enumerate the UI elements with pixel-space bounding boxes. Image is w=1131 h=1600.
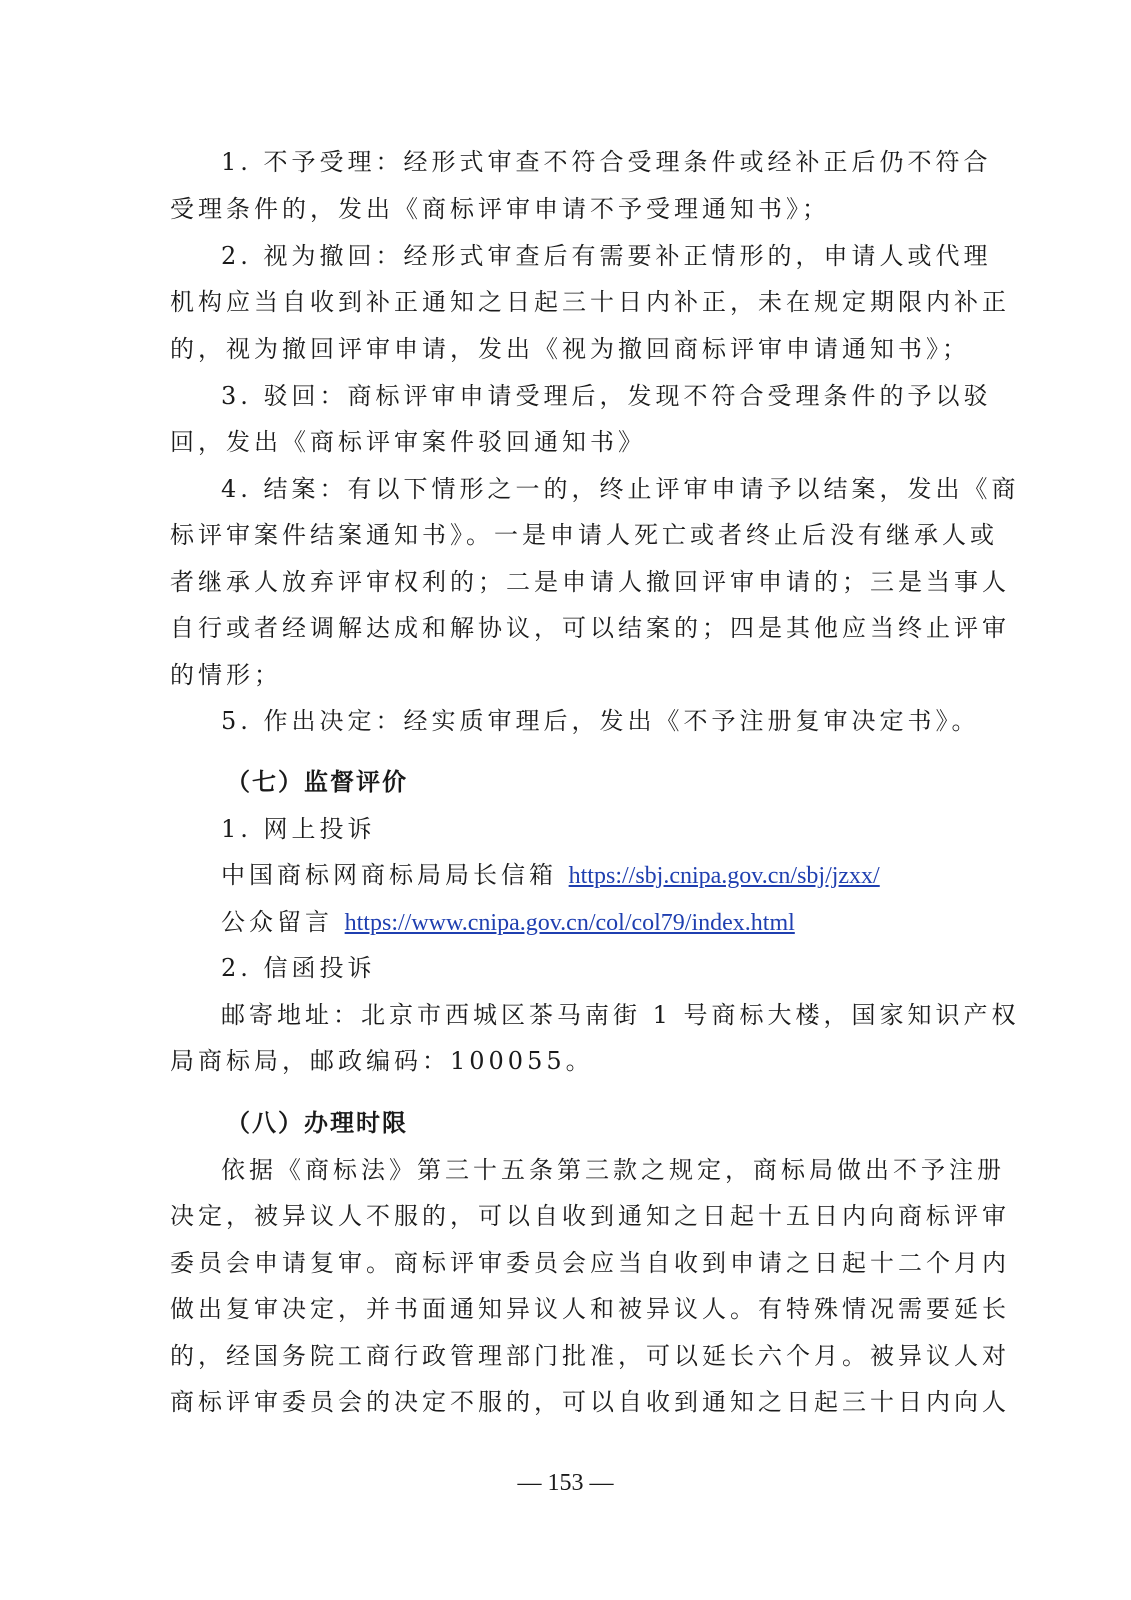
mailbox-link[interactable]: https://sbj.cnipa.gov.cn/sbj/jzxx/ (568, 863, 880, 889)
page-number: — 153 — (517, 1470, 614, 1496)
paragraph-line: 委员会申请复审。商标评审委员会应当自收到申请之日起十二个月内 (170, 1249, 1010, 1277)
paragraph-line: 受理条件的，发出《商标评审申请不予受理通知书》； (170, 195, 830, 223)
paragraph-line: 5. 作出决定：经实质审理后，发出《不予注册复审决定书》。 (221, 707, 980, 735)
paragraph-line: 的，经国务院工商行政管理部门批准，可以延长六个月。被异议人对 (170, 1342, 1010, 1370)
public-message-label: 公众留言 (221, 908, 333, 936)
paragraph-line: 的情形； (170, 661, 282, 689)
list-item-letter-complaint: 2. 信函投诉 (221, 954, 376, 982)
paragraph-line: 者继承人放弃评审权利的；二是申请人撤回评审申请的；三是当事人 (170, 568, 1010, 596)
mailbox-label: 中国商标网商标局局长信箱 (221, 861, 557, 889)
paragraph-line: 2. 视为撤回：经形式审查后有需要补正情形的，申请人或代理 (221, 242, 992, 270)
paragraph-line: 商标评审委员会的决定不服的，可以自收到通知之日起三十日内向人 (170, 1388, 1010, 1416)
paragraph-line: 机构应当自收到补正通知之日起三十日内补正，未在规定期限内补正 (170, 288, 1010, 316)
paragraph-line: 依据《商标法》第三十五条第三款之规定，商标局做出不予注册 (221, 1156, 1005, 1184)
paragraph-line: 1. 不予受理：经形式审查不符合受理条件或经补正后仍不符合 (221, 148, 992, 176)
public-message-link[interactable]: https://www.cnipa.gov.cn/col/col79/index.html (344, 910, 795, 936)
section-heading-supervision: （七）监督评价 (226, 767, 408, 796)
paragraph-line: 4. 结案：有以下情形之一的，终止评审申请予以结案，发出《商 (221, 475, 1020, 503)
paragraph-line: 回，发出《商标评审案件驳回通知书》 (170, 428, 646, 456)
paragraph-line: 决定，被异议人不服的，可以自收到通知之日起十五日内向商标评审 (170, 1202, 1010, 1230)
paragraph-line: 的，视为撤回评审申请，发出《视为撤回商标评审申请通知书》； (170, 335, 970, 363)
mailbox-row (221, 859, 971, 891)
paragraph-line: 自行或者经调解达成和解协议，可以结案的；四是其他应当终止评审 (170, 614, 1010, 642)
section-heading-time-limit: （八）办理时限 (226, 1108, 408, 1137)
paragraph-line: 3. 驳回：商标评审申请受理后，发现不符合受理条件的予以驳 (221, 382, 992, 410)
list-item-online-complaint: 1. 网上投诉 (221, 815, 376, 843)
address-line: 局商标局，邮政编码：100055。 (170, 1047, 594, 1075)
address-line: 邮寄地址：北京市西城区茶马南街 1 号商标大楼，国家知识产权 (221, 1001, 1020, 1029)
paragraph-line: 标评审案件结案通知书》。一是申请人死亡或者终止后没有继承人或 (170, 521, 998, 549)
paragraph-line: 做出复审决定，并书面通知异议人和被异议人。有特殊情况需要延长 (170, 1295, 1010, 1323)
public-message-row (221, 906, 971, 938)
